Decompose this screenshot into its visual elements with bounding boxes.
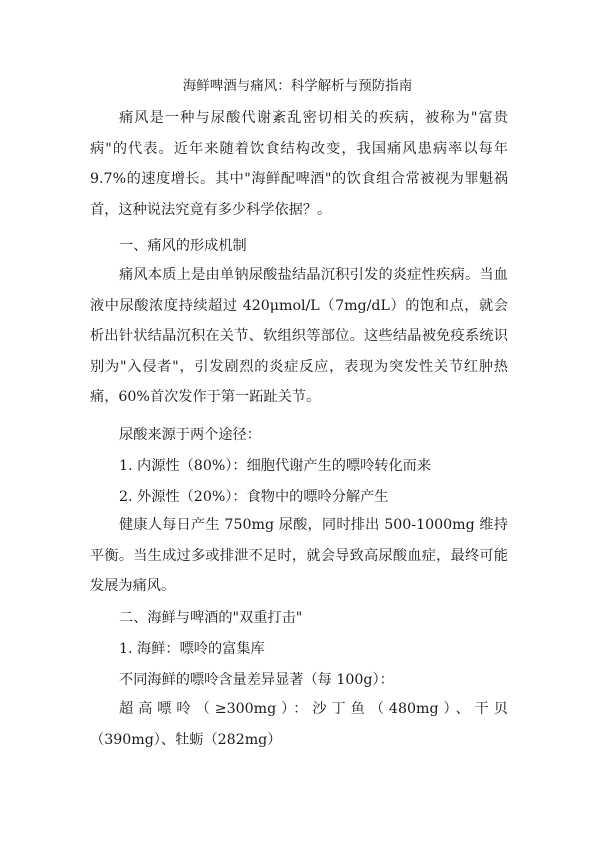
purine-content-intro: 不同海鲜的嘌呤含量差异显著（每 100g）： [119, 672, 394, 688]
balance-paragraph: 健康人每日产生 750mg 尿酸，同时排出 500-1000mg 维持平衡。当生成过多或排泄不足时，就会导致高尿酸血症，最终可能发展为痛风。 [90, 517, 508, 594]
mechanism-paragraph: 痛风本质上是由单钠尿酸盐结晶沉积引发的炎症性疾病。当血液中尿酸浓度持续超过 420μmol/L（7mg/dL）的饱和点，就会析出针状结晶沉积在关节、软组织等部位。这些结晶被免疫系统识别为"入侵者"，引发剧烈的炎症反应，表现为突发性关节红肿热痛，60%首次发作于第一跖趾关节。 [90, 267, 508, 405]
source-exogenous: 2. 外源性（20%）：食物中的嘌呤分解产生 [119, 489, 389, 505]
uric-acid-sources-intro: 尿酸来源于两个途径： [119, 427, 261, 443]
section-2-heading: 二、海鲜与啤酒的"双重打击" [119, 610, 303, 626]
seafood-subheading: 1. 海鲜：嘌呤的富集库 [119, 641, 265, 657]
section-1-heading: 一、痛风的形成机制 [119, 238, 247, 254]
intro-paragraph: 痛风是一种与尿酸代谢紊乱密切相关的疾病，被称为"富贵病"的代表。近年来随着饮食结构改变，我国痛风患病率以每年9.7%的速度增长。其中"海鲜配啤酒"的饮食组合常被视为罪魁祸首，这种说法究竟有多少科学依据？。 [90, 110, 508, 218]
document-title: 海鲜啤酒与痛风：科学解析与预防指南 [182, 78, 413, 94]
source-endogenous: 1. 内源性（80%）：细胞代谢产生的嘌呤转化而来 [119, 458, 432, 474]
ultra-high-purine-list: 超高嘌呤（≥300mg）：沙丁鱼（480mg）、干贝（390mg）、牡蛎（282mg） [90, 701, 508, 748]
